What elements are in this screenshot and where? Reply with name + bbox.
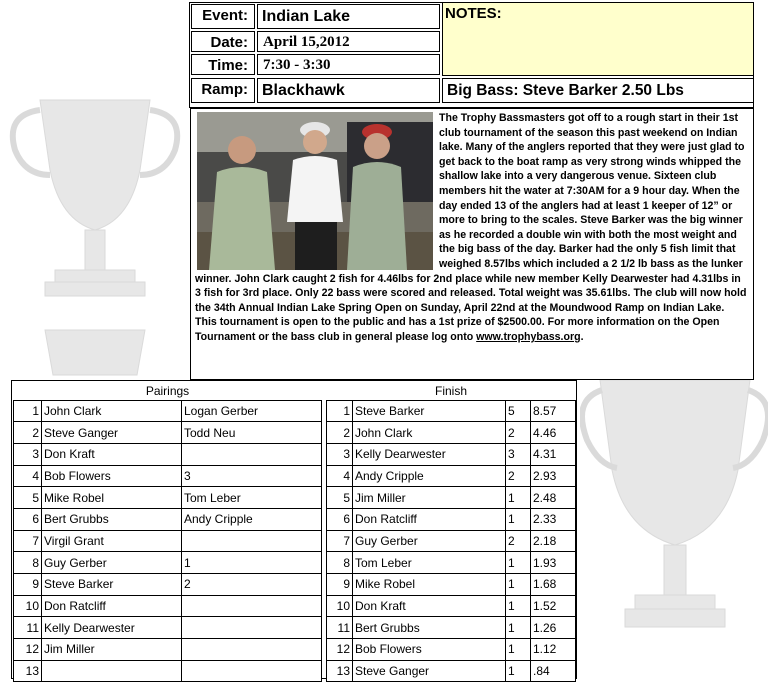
finish-place: 10 [327,595,353,617]
finish-fish-count: 1 [506,487,531,509]
finish-fish-count: 1 [506,574,531,596]
pairing-number: 1 [14,400,42,422]
table-row [327,639,576,661]
time-value: 7:30 - 3:30 [257,54,440,75]
finish-place: 3 [327,443,353,465]
table-row [327,552,576,574]
pairing-partner: Logan Gerber [182,400,322,422]
table-row [327,422,576,444]
finish-fish-count: 2 [506,465,531,487]
table-row [327,508,576,530]
finish-angler: Andy Cripple [353,465,506,487]
finish-angler: Jim Miller [353,487,506,509]
finish-weight: 1.26 [531,617,576,639]
date-value: April 15,2012 [257,31,440,52]
finish-angler: Steve Ganger [353,660,506,682]
finish-place: 4 [327,465,353,487]
trophy-watermark-icon [580,330,768,681]
event-label: Event: [191,4,255,29]
finish-weight: 2.93 [531,465,576,487]
pairing-angler: Bert Grubbs [42,508,182,530]
finish-place: 9 [327,574,353,596]
pairing-partner [182,595,322,617]
pairing-number: 12 [14,639,42,661]
pairing-number: 10 [14,595,42,617]
pairings-header: Pairings [14,382,322,400]
finish-place: 2 [327,422,353,444]
finish-place: 6 [327,508,353,530]
pairing-angler: Steve Barker [42,574,182,596]
finish-place: 5 [327,487,353,509]
table-row [14,465,322,487]
table-row [14,443,322,465]
finish-place: 12 [327,639,353,661]
finish-weight: 2.48 [531,487,576,509]
table-row [14,617,322,639]
table-row [327,574,576,596]
pairing-partner [182,617,322,639]
pairing-angler: Virgil Grant [42,530,182,552]
finish-weight: 4.31 [531,443,576,465]
pairing-number: 6 [14,508,42,530]
pairing-angler [42,660,182,682]
pairing-partner: 3 [182,465,322,487]
table-row [327,530,576,552]
finish-angler: Steve Barker [353,400,506,422]
table-row [327,465,576,487]
finish-fish-count: 1 [506,508,531,530]
story-text [192,110,752,378]
table-row [14,595,322,617]
pairing-number: 8 [14,552,42,574]
notes-label: NOTES: [445,5,502,22]
table-row [327,617,576,639]
table-row [14,508,322,530]
pairing-partner: Todd Neu [182,422,322,444]
story-body: The Trophy Bassmasters got off to a rough start in their 1st club tournament of the season this past weekend on Indian lake. Many of the anglers reported that they were just glad to get back to the boat ramp as very strong winds whipped the shallow lake into a very dangerous venue. Sixteen club members hit the water at 7:30AM for a 9 hour day. When the day ended 13 of the anglers had at least 1 keeper of 12” or more to bring to the scales. Steve Barker was the big winner as he recorded a double win with both the most weight and the big bass of the day. Barker had the only 5 fish limit that weighed 8.57lbs which included a 2 1/2 lb bass as the lunker winner. John Clark caught 2 fish for 4.46lbs for 2nd place while new member Kelly Dearwester had 4.31lbs in 3 fish for 3rd place. Only 22 bass were scored and released. Total weight was 35.61lbs. The club will now hold the 34th Annual Indian Lake Spring Open on Sunday, April 22nd at the Moundwood Ramp on Indian Lake. This tournament is open to the public and has a 1st prize of $2500.00. For more information on the Open Tournament or the bass club in general please log onto [195,112,747,343]
time-label: Time: [191,54,255,75]
pairing-number: 11 [14,617,42,639]
finish-weight: .84 [531,660,576,682]
finish-weight: 2.33 [531,508,576,530]
pairing-number: 9 [14,574,42,596]
finish-angler: Bob Flowers [353,639,506,661]
table-row [14,487,322,509]
trophybass-link[interactable]: www.trophybass.org [476,330,581,343]
finish-weight: 4.46 [531,422,576,444]
pairing-angler: Bob Flowers [42,465,182,487]
finish-place: 1 [327,400,353,422]
finish-header: Finish [327,382,576,400]
ramp-value: Blackhawk [257,78,440,103]
finish-fish-count: 3 [506,443,531,465]
pairing-number: 2 [14,422,42,444]
pairing-number: 3 [14,443,42,465]
table-row [327,487,576,509]
pairing-angler: Don Kraft [42,443,182,465]
finish-angler: Don Kraft [353,595,506,617]
table-row [14,660,322,682]
pairing-angler: Mike Robel [42,487,182,509]
finish-fish-count: 2 [506,422,531,444]
finish-place: 11 [327,617,353,639]
pairing-number: 13 [14,660,42,682]
finish-table [326,382,576,682]
pairing-angler: Don Ratcliff [42,595,182,617]
pairing-partner: Tom Leber [182,487,322,509]
table-row [327,400,576,422]
pairings-table [13,382,322,682]
finish-weight: 8.57 [531,400,576,422]
pairing-angler: Steve Ganger [42,422,182,444]
finish-fish-count: 5 [506,400,531,422]
finish-angler: Bert Grubbs [353,617,506,639]
finish-fish-count: 1 [506,660,531,682]
story-end: . [580,330,584,343]
finish-place: 13 [327,660,353,682]
table-row [327,660,576,682]
finish-angler: Tom Leber [353,552,506,574]
pairing-partner [182,660,322,682]
notes-box [442,2,754,76]
pairing-partner: 2 [182,574,322,596]
big-bass-text: Big Bass: Steve Barker 2.50 Lbs [442,78,754,103]
pairing-angler: Jim Miller [42,639,182,661]
finish-fish-count: 1 [506,552,531,574]
pairing-number: 4 [14,465,42,487]
finish-angler: Mike Robel [353,574,506,596]
pairing-partner [182,639,322,661]
pairing-partner [182,530,322,552]
table-row [14,574,322,596]
pairing-angler: Guy Gerber [42,552,182,574]
table-row [14,552,322,574]
finish-fish-count: 1 [506,639,531,661]
date-label: Date: [191,31,255,52]
finish-weight: 1.52 [531,595,576,617]
finish-angler: Kelly Dearwester [353,443,506,465]
finish-angler: Don Ratcliff [353,508,506,530]
ramp-label: Ramp: [191,78,255,103]
event-value: Indian Lake [257,4,440,29]
finish-fish-count: 1 [506,595,531,617]
trophy-watermark-icon [0,320,190,380]
pairing-number: 5 [14,487,42,509]
table-row [14,530,322,552]
finish-angler: John Clark [353,422,506,444]
pairing-angler: John Clark [42,400,182,422]
anglers-photo [197,112,433,270]
pairing-partner [182,443,322,465]
anglers-photo-image [197,112,433,270]
finish-fish-count: 2 [506,530,531,552]
table-row [14,400,322,422]
finish-place: 8 [327,552,353,574]
trophy-watermark-icon [0,0,190,330]
finish-weight: 2.18 [531,530,576,552]
table-row [327,443,576,465]
table-row [327,595,576,617]
pairing-angler: Kelly Dearwester [42,617,182,639]
pairing-partner: 1 [182,552,322,574]
pairing-number: 7 [14,530,42,552]
finish-weight: 1.93 [531,552,576,574]
finish-fish-count: 1 [506,617,531,639]
finish-angler: Guy Gerber [353,530,506,552]
table-row [14,639,322,661]
finish-weight: 1.12 [531,639,576,661]
table-row [14,422,322,444]
finish-weight: 1.68 [531,574,576,596]
finish-place: 7 [327,530,353,552]
pairing-partner: Andy Cripple [182,508,322,530]
